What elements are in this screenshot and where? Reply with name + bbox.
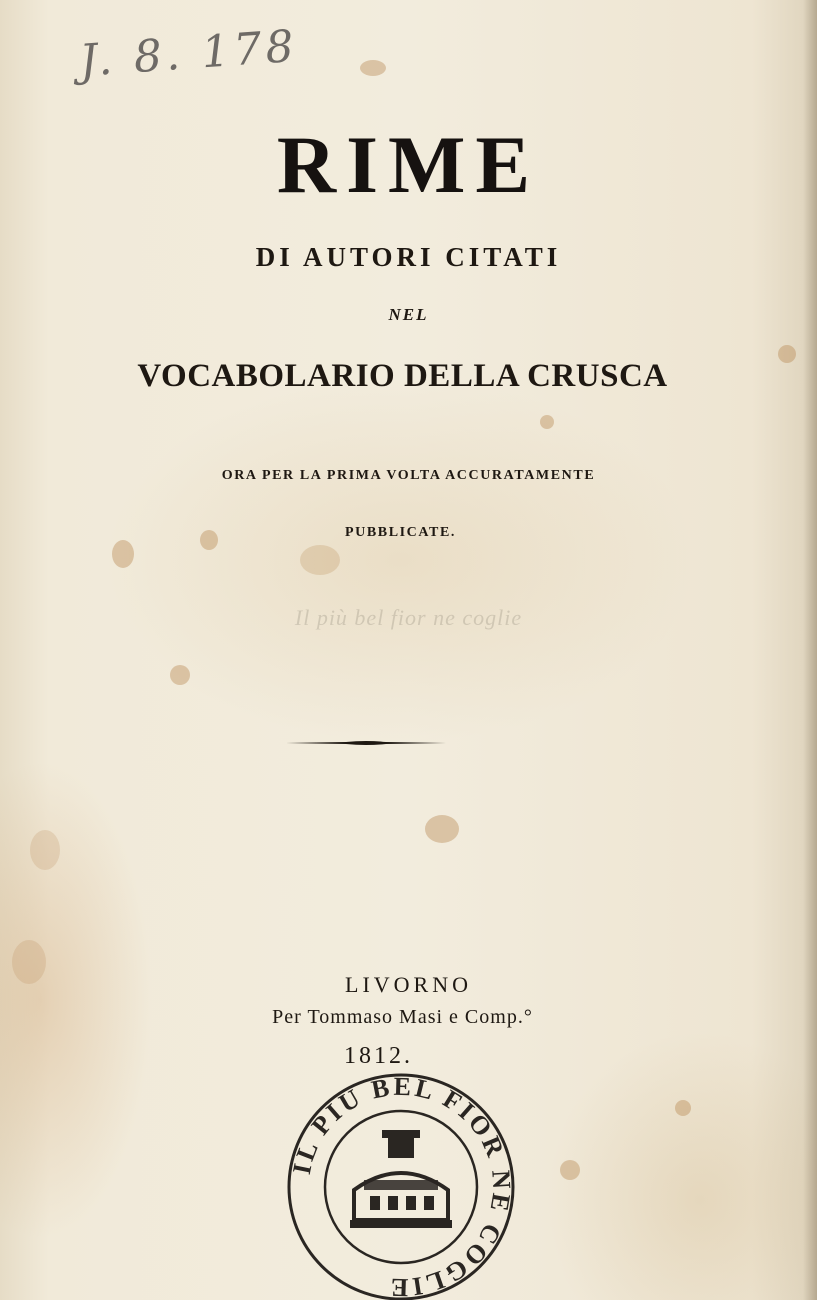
foxing-spot [560,1160,580,1180]
foxing-spot [675,1100,691,1116]
foxing-spot [112,540,134,568]
stamp-legend: IL PIU BEL FIOR NE COGLIE [286,1071,517,1300]
book-title: RIME [276,119,541,210]
imprint-place: LIVORNO [345,972,472,997]
shelfmark-pencil: J. 8. 178 [78,20,300,87]
vocabolario-line: VOCABOLARIO DELLA CRUSCA [137,358,668,394]
stamp-emblem [350,1130,452,1228]
imprint-printer: Per Tommaso Masi e Comp.° [272,1006,533,1028]
show-through-text: Il più bel fior ne coglie [294,605,523,630]
foxing-spot [540,415,554,429]
connector-word: NEL [388,305,429,324]
edition-line-2: PUBBLICATE. [344,525,457,540]
edition-line: ORA PER LA PRIMA VOLTA ACCURATAMENTE [221,468,596,483]
foxing-spot [360,60,386,76]
imprint-year: 1812. [344,1043,413,1069]
library-stamp [284,1070,518,1300]
foxing-spot [425,815,459,843]
book-subtitle: DI AUTORI CITATI [255,242,562,272]
ornamental-rule [286,739,446,747]
foxing-spot [300,545,340,575]
foxing-spot [30,830,60,870]
foxing-spot [170,665,190,685]
